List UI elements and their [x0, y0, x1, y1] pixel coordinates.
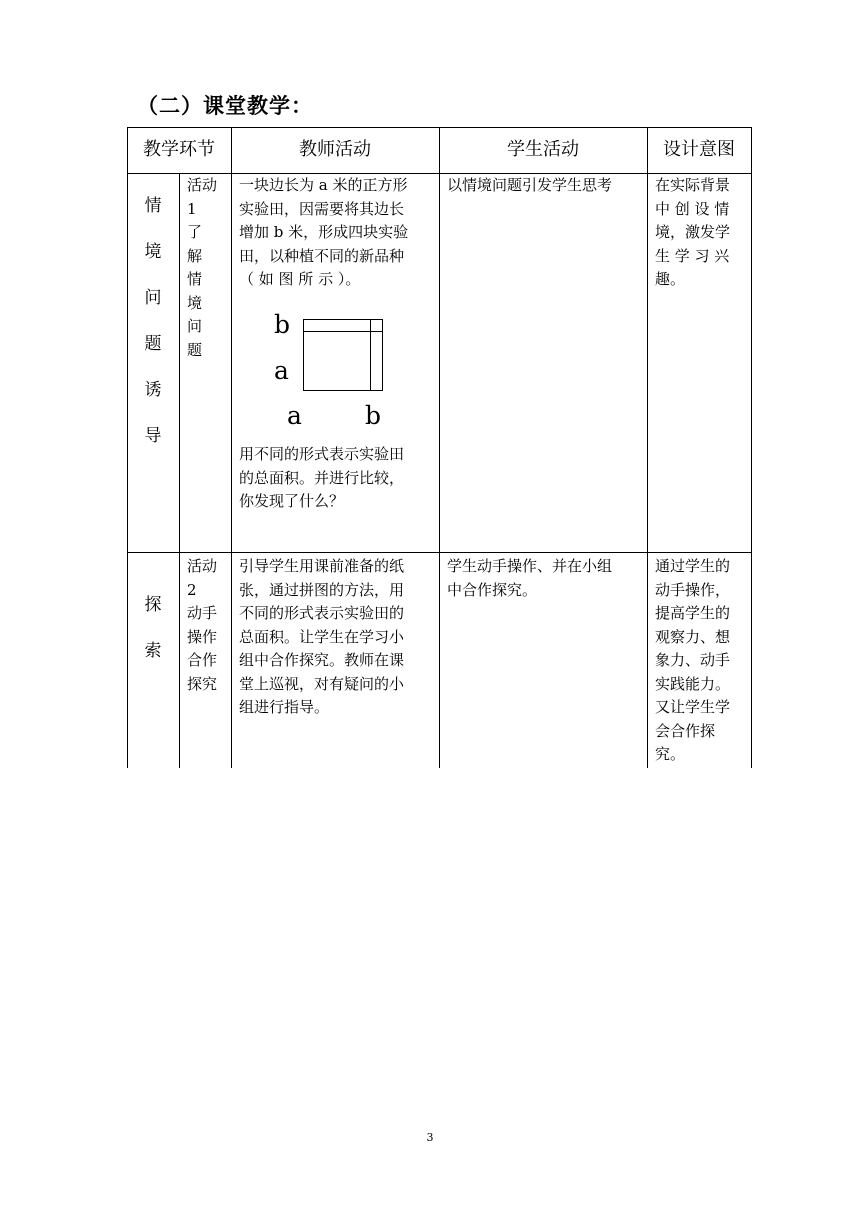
row1-stage — [127, 183, 179, 459]
design-line: 生 学 习 兴 — [655, 246, 730, 265]
header-stage: 教学环节 — [143, 139, 215, 160]
stage-char: 诱 — [144, 380, 162, 400]
col-divider-1 — [231, 127, 232, 768]
activity-line: 探究 — [187, 674, 218, 693]
activity-line: 操作 — [187, 627, 218, 646]
square-diagram — [303, 319, 383, 391]
activity-line: 题 — [187, 340, 203, 359]
student-line: 以情境问题引发学生思考 — [447, 176, 613, 194]
activity-line: 1 — [187, 199, 197, 218]
activity-line: 了 — [187, 223, 203, 241]
design-line: 通过学生的 — [655, 557, 731, 575]
row2-student — [447, 555, 643, 602]
stage-char: 探 — [144, 595, 162, 615]
student-line: 学生动手操作、并在小组 — [447, 557, 613, 575]
stage-char: 问 — [144, 288, 162, 308]
lesson-table — [127, 127, 752, 768]
teacher-line: 一块边长为 a 米的正方形 — [239, 176, 408, 194]
table-right-border — [751, 127, 752, 768]
design-line: 中 创 设 情 — [655, 199, 730, 218]
activity-line: 2 — [187, 580, 197, 599]
activity-line: 境 — [187, 293, 203, 312]
teacher-line: 增加 b 米，形成四块实验 — [239, 223, 409, 241]
design-line: 观察力、想 — [655, 627, 731, 646]
design-line: 实践能力。 — [655, 674, 731, 693]
activity-line: 活动 — [187, 176, 218, 194]
teacher-line: （ 如 图 所 示 ）。 — [239, 270, 361, 288]
stage-char: 境 — [144, 242, 162, 262]
row2-design — [655, 555, 747, 767]
design-line: 究。 — [655, 745, 686, 763]
teacher-line: 引导学生用课前准备的纸 — [239, 557, 405, 575]
figure-label-a-bottom: a — [287, 401, 302, 430]
stage-split-line — [179, 173, 180, 768]
teacher-line: 不同的形式表示实验田的 — [239, 604, 405, 622]
design-line: 提高学生的 — [655, 604, 731, 622]
col-divider-3 — [647, 127, 648, 768]
teacher-line: 总面积。让学生在学习小 — [239, 627, 405, 646]
header-teacher: 教师活动 — [299, 139, 371, 160]
header-student: 学生活动 — [507, 139, 579, 160]
design-line: 趣。 — [655, 270, 686, 288]
design-line: 动手操作， — [655, 580, 731, 599]
activity-line: 活动 — [187, 557, 218, 575]
teacher-line: 田，以种植不同的新品种 — [239, 246, 405, 265]
figure-label-a-left: a — [274, 356, 289, 385]
design-line: 象力、动手 — [655, 651, 731, 669]
stage-char: 导 — [144, 426, 162, 446]
design-line: 在实际背景 — [655, 176, 731, 194]
row1-activity — [187, 174, 231, 362]
row2-activity — [187, 555, 231, 696]
row1-teacher-question — [239, 443, 435, 514]
activity-line: 解 — [187, 246, 203, 265]
activity-line: 问 — [187, 317, 203, 335]
teacher-line: 组进行指导。 — [239, 698, 330, 716]
teacher-line: 张，通过拼图的方法，用 — [239, 580, 405, 599]
stage-char: 情 — [144, 196, 162, 216]
row1-teacher-text — [239, 174, 435, 292]
stage-char: 索 — [144, 641, 162, 661]
square-figure — [303, 319, 383, 391]
design-line: 境，激发学 — [655, 223, 731, 241]
activity-line: 情 — [187, 270, 203, 288]
figure-label-b-left: b — [274, 310, 291, 339]
row1-design — [655, 174, 747, 292]
design-line: 会合作探 — [655, 721, 716, 740]
row2-teacher — [239, 555, 435, 720]
row2-stage — [127, 582, 179, 674]
activity-line: 动手 — [187, 604, 218, 622]
teacher-line: 堂上巡视，对有疑问的小 — [239, 674, 405, 693]
teacher-line: 组中合作探究。教师在课 — [239, 651, 405, 669]
row1-student — [447, 174, 643, 198]
teacher-line: 的总面积。并进行比较， — [239, 468, 405, 487]
teacher-line: 实验田，因需要将其边长 — [239, 199, 405, 218]
page-number: 3 — [426, 1131, 434, 1144]
teacher-line: 用不同的形式表示实验田 — [239, 445, 405, 463]
header-design: 设计意图 — [663, 139, 735, 160]
teacher-line: 你发现了什么？ — [239, 492, 345, 510]
design-line: 又让学生学 — [655, 698, 731, 716]
stage-char: 题 — [144, 334, 162, 354]
section-heading: （二）课堂教学： — [137, 94, 313, 118]
figure-label-b-bottom: b — [365, 401, 382, 430]
col-divider-2 — [439, 127, 440, 768]
activity-line: 合作 — [187, 651, 218, 669]
student-line: 中合作探究。 — [447, 580, 538, 599]
